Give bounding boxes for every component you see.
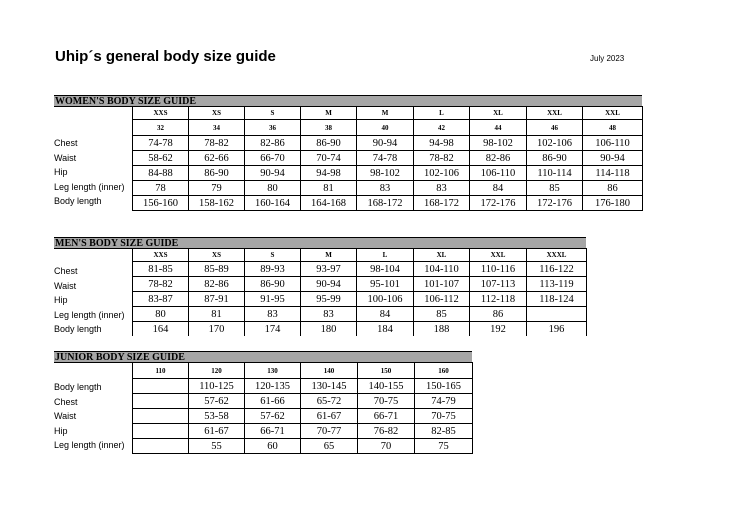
table-cell: 86-90 (527, 151, 583, 166)
table-cell: 80 (245, 181, 301, 196)
table-cell: 74-78 (133, 136, 189, 151)
table-cell: 98-104 (357, 262, 414, 277)
table-cell: 116-122 (527, 262, 587, 277)
table-cell (527, 307, 587, 322)
table-cell: 158-162 (189, 196, 245, 211)
table-cell (133, 379, 189, 394)
table-cell: 66-71 (358, 409, 415, 424)
junior-size-label-row (133, 363, 473, 379)
table-cell: 118-124 (527, 292, 587, 307)
row-label: Chest (54, 138, 78, 148)
table-cell: 104-110 (414, 262, 470, 277)
size-label: S (245, 107, 301, 120)
row-label: Hip (54, 167, 68, 177)
table-cell: 60 (245, 439, 301, 454)
row-label: Waist (54, 411, 77, 421)
junior-size-table (132, 362, 473, 454)
table-cell: 65 (301, 439, 358, 454)
size-label: L (357, 249, 414, 262)
size-number: 48 (583, 120, 643, 136)
table-cell: 95-99 (301, 292, 357, 307)
size-label: M (301, 107, 357, 120)
table-cell: 82-86 (245, 136, 301, 151)
table-cell: 102-106 (414, 166, 470, 181)
document-date: July 2023 (590, 54, 625, 63)
table-row (133, 394, 473, 409)
table-cell: 81 (189, 307, 245, 322)
table-cell: 130-145 (301, 379, 358, 394)
table-cell: 75 (415, 439, 473, 454)
table-cell: 58-62 (133, 151, 189, 166)
table-cell: 79 (189, 181, 245, 196)
size-label: XXL (527, 107, 583, 120)
table-row (133, 196, 643, 211)
row-label: Chest (54, 266, 78, 276)
table-cell: 70-77 (301, 424, 358, 439)
size-label: XXS (133, 107, 189, 120)
table-cell: 78-82 (133, 277, 189, 292)
table-cell: 83 (245, 307, 301, 322)
size-label: 110 (133, 363, 189, 379)
table-row (133, 151, 643, 166)
table-row (133, 262, 587, 277)
men-size-table (132, 248, 587, 336)
size-label: L (414, 107, 470, 120)
table-cell: 90-94 (583, 151, 643, 166)
size-label: XS (189, 107, 245, 120)
men-size-label-row (133, 249, 587, 262)
size-label: 160 (415, 363, 473, 379)
size-number: 40 (357, 120, 414, 136)
table-cell: 170 (189, 322, 245, 337)
table-row (133, 307, 587, 322)
table-row (133, 292, 587, 307)
table-row (133, 166, 643, 181)
table-cell: 84-88 (133, 166, 189, 181)
table-cell: 84 (357, 307, 414, 322)
table-cell: 84 (470, 181, 527, 196)
table-cell: 86 (583, 181, 643, 196)
table-cell: 82-86 (470, 151, 527, 166)
women-section-heading: WOMEN'S BODY SIZE GUIDE (54, 95, 642, 107)
size-label: XXS (133, 249, 189, 262)
table-cell: 113-119 (527, 277, 587, 292)
table-cell: 106-112 (414, 292, 470, 307)
table-cell: 82-86 (189, 277, 245, 292)
table-cell: 89-93 (245, 262, 301, 277)
table-cell: 156-160 (133, 196, 189, 211)
row-label: Body length (54, 382, 102, 392)
table-cell: 90-94 (357, 136, 414, 151)
junior-section-heading: JUNIOR BODY SIZE GUIDE (54, 351, 472, 363)
table-cell: 91-95 (245, 292, 301, 307)
table-cell: 180 (301, 322, 357, 337)
table-cell: 184 (357, 322, 414, 337)
table-cell: 172-176 (527, 196, 583, 211)
table-cell: 150-165 (415, 379, 473, 394)
table-cell: 70 (358, 439, 415, 454)
women-size-label-row (133, 107, 643, 120)
table-cell: 86 (470, 307, 527, 322)
women-size-number-row (133, 120, 643, 136)
table-cell: 86-90 (301, 136, 357, 151)
table-cell: 76-82 (358, 424, 415, 439)
table-cell: 110-114 (527, 166, 583, 181)
table-row (133, 322, 587, 337)
women-row-labels (54, 136, 125, 209)
row-label: Waist (54, 152, 77, 163)
table-cell: 94-98 (414, 136, 470, 151)
table-row (133, 409, 473, 424)
size-number: 38 (301, 120, 357, 136)
table-cell: 53-58 (189, 409, 245, 424)
row-label: Body length (54, 324, 102, 334)
size-label: M (301, 249, 357, 262)
table-cell (133, 439, 189, 454)
table-cell: 106-110 (470, 166, 527, 181)
table-cell: 85 (414, 307, 470, 322)
table-cell: 98-102 (357, 166, 414, 181)
table-cell: 57-62 (189, 394, 245, 409)
table-cell: 61-67 (189, 424, 245, 439)
table-row (133, 136, 643, 151)
row-label: Waist (54, 280, 77, 291)
table-cell: 66-70 (245, 151, 301, 166)
size-label: XL (470, 107, 527, 120)
table-cell: 90-94 (245, 166, 301, 181)
table-cell: 164 (133, 322, 189, 337)
row-label: Body length (54, 196, 102, 206)
table-cell: 70-75 (415, 409, 473, 424)
size-label: 150 (358, 363, 415, 379)
table-cell: 196 (527, 322, 587, 337)
table-cell: 174 (245, 322, 301, 337)
table-cell: 74-78 (357, 151, 414, 166)
size-number: 44 (470, 120, 527, 136)
table-cell: 112-118 (470, 292, 527, 307)
table-cell: 85-89 (189, 262, 245, 277)
table-row (133, 181, 643, 196)
table-cell: 83 (357, 181, 414, 196)
table-cell: 78 (133, 181, 189, 196)
row-label: Leg length (inner) (54, 440, 125, 450)
size-label: M (357, 107, 414, 120)
size-label: S (245, 249, 301, 262)
table-cell (133, 409, 189, 424)
women-size-section (54, 95, 642, 213)
table-cell: 100-106 (357, 292, 414, 307)
size-number: 32 (133, 120, 189, 136)
men-row-labels (54, 264, 125, 337)
men-section-heading: MEN'S BODY SIZE GUIDE (54, 237, 586, 249)
table-cell: 140-155 (358, 379, 415, 394)
table-row (133, 439, 473, 454)
table-cell: 61-66 (245, 394, 301, 409)
table-cell: 168-172 (414, 196, 470, 211)
table-cell: 102-106 (527, 136, 583, 151)
table-cell: 74-79 (415, 394, 473, 409)
table-cell: 160-164 (245, 196, 301, 211)
table-cell: 83 (414, 181, 470, 196)
table-cell: 87-91 (189, 292, 245, 307)
size-label: XXL (470, 249, 527, 262)
table-cell (133, 394, 189, 409)
row-label: Hip (54, 425, 68, 436)
men-size-section (54, 237, 586, 337)
table-cell: 78-82 (189, 136, 245, 151)
size-label: XXL (583, 107, 643, 120)
size-label: 130 (245, 363, 301, 379)
table-cell: 110-116 (470, 262, 527, 277)
size-number: 36 (245, 120, 301, 136)
table-cell: 164-168 (301, 196, 357, 211)
size-label: 140 (301, 363, 358, 379)
table-cell: 81 (301, 181, 357, 196)
table-cell: 66-71 (245, 424, 301, 439)
table-cell: 176-180 (583, 196, 643, 211)
table-cell (133, 424, 189, 439)
table-cell: 98-102 (470, 136, 527, 151)
table-cell: 80 (133, 307, 189, 322)
junior-row-labels (54, 380, 125, 453)
row-label: Leg length (inner) (54, 181, 125, 192)
table-row (133, 379, 473, 394)
table-row (133, 424, 473, 439)
row-label: Chest (54, 396, 78, 407)
table-cell: 82-85 (415, 424, 473, 439)
page-title: Uhip´s general body size guide (55, 48, 276, 65)
table-cell: 61-67 (301, 409, 358, 424)
size-label: XXXL (527, 249, 587, 262)
size-number: 34 (189, 120, 245, 136)
table-row (133, 277, 587, 292)
table-cell: 70-75 (358, 394, 415, 409)
table-cell: 120-135 (245, 379, 301, 394)
table-cell: 90-94 (301, 277, 357, 292)
table-cell: 83 (301, 307, 357, 322)
table-cell: 65-72 (301, 394, 358, 409)
table-cell: 188 (414, 322, 470, 337)
size-label: XS (189, 249, 245, 262)
table-cell: 94-98 (301, 166, 357, 181)
table-cell: 86-90 (189, 166, 245, 181)
size-number: 46 (527, 120, 583, 136)
size-label: XL (414, 249, 470, 262)
women-size-table (132, 106, 643, 211)
table-cell: 83-87 (133, 292, 189, 307)
row-label: Leg length (inner) (54, 309, 125, 320)
table-cell: 168-172 (357, 196, 414, 211)
junior-size-section (54, 351, 472, 456)
table-cell: 107-113 (470, 277, 527, 292)
table-cell: 57-62 (245, 409, 301, 424)
table-cell: 172-176 (470, 196, 527, 211)
size-number: 42 (414, 120, 470, 136)
table-cell: 106-110 (583, 136, 643, 151)
table-cell: 62-66 (189, 151, 245, 166)
table-cell: 78-82 (414, 151, 470, 166)
table-cell: 93-97 (301, 262, 357, 277)
table-cell: 55 (189, 439, 245, 454)
table-cell: 85 (527, 181, 583, 196)
table-cell: 110-125 (189, 379, 245, 394)
table-cell: 95-101 (357, 277, 414, 292)
table-cell: 192 (470, 322, 527, 337)
table-cell: 101-107 (414, 277, 470, 292)
row-label: Hip (54, 295, 68, 305)
size-label: 120 (189, 363, 245, 379)
table-cell: 81-85 (133, 262, 189, 277)
table-cell: 86-90 (245, 277, 301, 292)
table-cell: 70-74 (301, 151, 357, 166)
table-cell: 114-118 (583, 166, 643, 181)
